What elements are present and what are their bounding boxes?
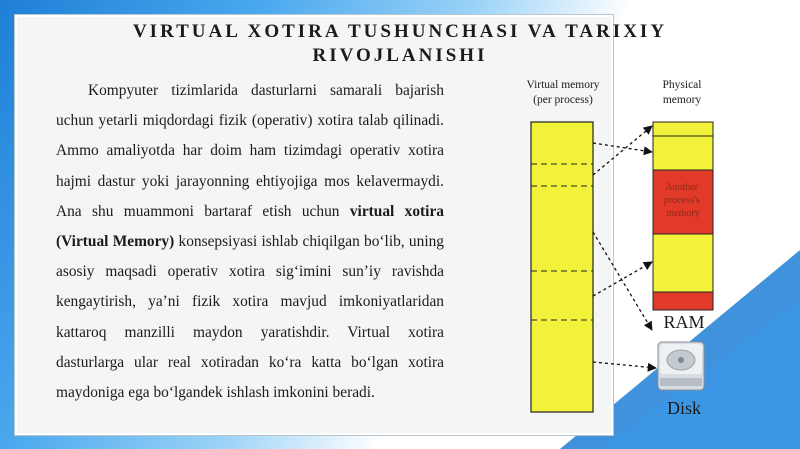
disk-drive-icon — [658, 342, 704, 390]
ram-label: RAM — [663, 312, 705, 332]
mapping-arrow — [593, 262, 652, 296]
mapping-arrow — [593, 362, 656, 368]
paragraph-text-end: konsepsiyasi ishlab chiqilgan bo‘lib, uning asosiy maqsadi operativ xotira sig‘imini sun’iy ravishda kengaytirish, ya’ni fizik xotira mavjud imkoniyatlaridan kattaroq manzilli maydon yaratishdir. Virtual xotira dasturlarga ular real xotiradan ko‘ra katta bo‘lgan xotira maydoniga ega bo‘lgandek ishlash imkonini beradi. — [56, 233, 444, 402]
slide-title: VIRTUAL XOTIRA TUSHUNCHASI VA TARIXIY RIVOJLANISHI — [132, 21, 668, 66]
other-process-label: Another process's memory — [663, 182, 700, 219]
physical-segment-top — [653, 122, 713, 136]
virtual-memory-block — [531, 122, 593, 412]
physical-segment-mapped — [653, 136, 713, 170]
paragraph-bold-term: virtual xotira (Virtual Memory) — [56, 202, 444, 251]
physical-segment-lower — [653, 234, 713, 292]
paragraph-text-start: Kompyuter tizimlarida dasturlarni samarali bajarish uchun yetarli miqdordagi fizik (operativ) xotira talab qilinadi. Ammo amaliyotda har doim ham tizimdagi operativ xotira hajmi dastur yoki jarayonning ehtiyojiga mos kelavermaydi. Ana shu muammoni bartaraf etish uchun — [56, 82, 444, 220]
mapping-arrow — [593, 232, 652, 330]
physical-segment-bottom — [653, 292, 713, 310]
disk-label: Disk — [666, 398, 701, 418]
physical-memory-label: Physical memory — [662, 79, 702, 106]
virtual-memory-label: Virtual memory (per process) — [526, 79, 600, 106]
